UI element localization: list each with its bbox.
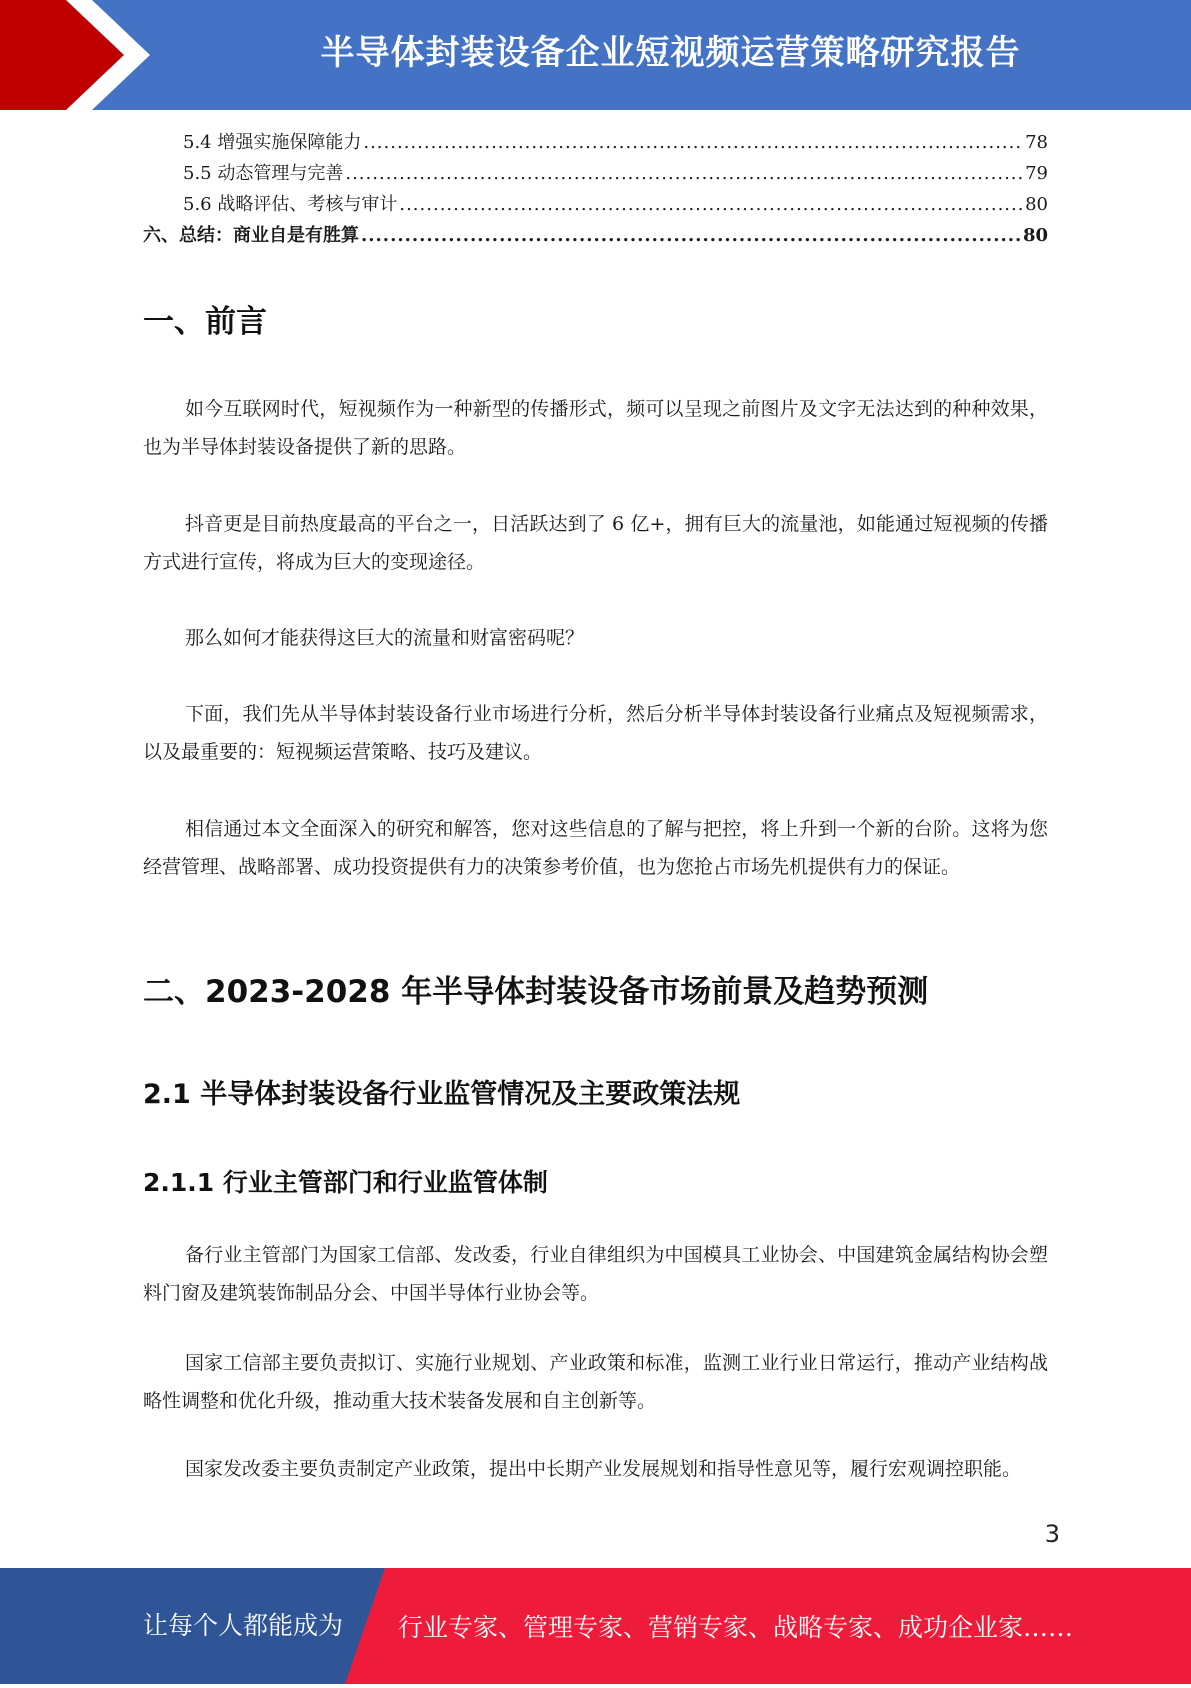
- footer-slogan-left: 让每个人都能成为: [143, 1611, 344, 1640]
- footer-slogan-right: 行业专家、管理专家、营销专家、战略专家、成功企业家……: [398, 1613, 1074, 1642]
- subsection-heading-regulation: 2.1 半导体封装设备行业监管情况及主要政策法规: [143, 1079, 741, 1110]
- toc-entry[interactable]: [143, 128, 1048, 159]
- paragraph: 备行业主管部门为国家工信部、发改委，行业自律组织为中国模具工业协会、中国建筑金属结构协会塑料门窗及建筑装饰制品分会、中国半导体行业协会等。: [143, 1244, 1048, 1304]
- page-number: 3: [1044, 1520, 1060, 1548]
- paragraph: 国家工信部主要负责拟订、实施行业规划、产业政策和标准，监测工业行业日常运行，推动产业结构战略性调整和优化升级，推动重大技术装备发展和自主创新等。: [143, 1352, 1048, 1412]
- section-heading-market-forecast: 二、2023-2028 年半导体封装设备市场前景及趋势预测: [143, 974, 929, 1010]
- toc-entry-label: 5.5 动态管理与完善: [183, 163, 344, 184]
- toc-entry-label: 六、总结：商业自是有胜算: [143, 225, 359, 246]
- paragraph: 相信通过本文全面深入的研究和解答，您对这些信息的了解与把控，将上升到一个新的台阶。这将为您经营管理、战略部署、成功投资提供有力的决策参考价值，也为您抢占市场先机提供有力的保证。: [143, 818, 1048, 878]
- paragraph: 如今互联网时代，短视频作为一种新型的传播形式，频可以呈现之前图片及文字无法达到的种种效果，也为半导体封装设备提供了新的思路。: [143, 398, 1048, 458]
- toc-entry[interactable]: [143, 159, 1048, 190]
- toc-entry[interactable]: [143, 221, 1048, 252]
- page-footer: [0, 1568, 1191, 1684]
- toc-leader-dots: [399, 194, 1023, 215]
- toc-entry-page: 78: [1025, 132, 1048, 153]
- paragraph: 那么如何才能获得这巨大的流量和财富密码呢？: [185, 627, 585, 649]
- toc-leader-dots: [363, 132, 1023, 153]
- paragraph: 国家发改委主要负责制定产业政策，提出中长期产业发展规划和指导性意见等，履行宏观调控职能。: [185, 1458, 1022, 1480]
- table-of-contents: [143, 128, 1048, 252]
- subsection-heading-authorities: 2.1.1 行业主管部门和行业监管体制: [143, 1168, 548, 1197]
- toc-leader-dots: [361, 225, 1021, 246]
- toc-entry-label: 5.6 战略评估、考核与审计: [183, 194, 398, 215]
- header-arrow-decoration: [0, 0, 160, 110]
- report-title: 半导体封装设备企业短视频运营策略研究报告: [320, 33, 1021, 73]
- toc-entry[interactable]: [143, 190, 1048, 221]
- toc-entry-page: 79: [1025, 163, 1048, 184]
- paragraph: 抖音更是目前热度最高的平台之一，日活跃达到了 6 亿+，拥有巨大的流量池，如能通过短视频的传播方式进行宣传，将成为巨大的变现途径。: [143, 513, 1048, 573]
- page-header: [0, 0, 1191, 110]
- section-heading-preface: 一、前言: [143, 304, 267, 340]
- toc-entry-label: 5.4 增强实施保障能力: [183, 132, 362, 153]
- toc-entry-page: 80: [1025, 194, 1048, 215]
- toc-leader-dots: [345, 163, 1023, 184]
- paragraph: 下面，我们先从半导体封装设备行业市场进行分析，然后分析半导体封装设备行业痛点及短视频需求，以及最重要的：短视频运营策略、技巧及建议。: [143, 703, 1048, 763]
- toc-entry-page: 80: [1022, 225, 1048, 246]
